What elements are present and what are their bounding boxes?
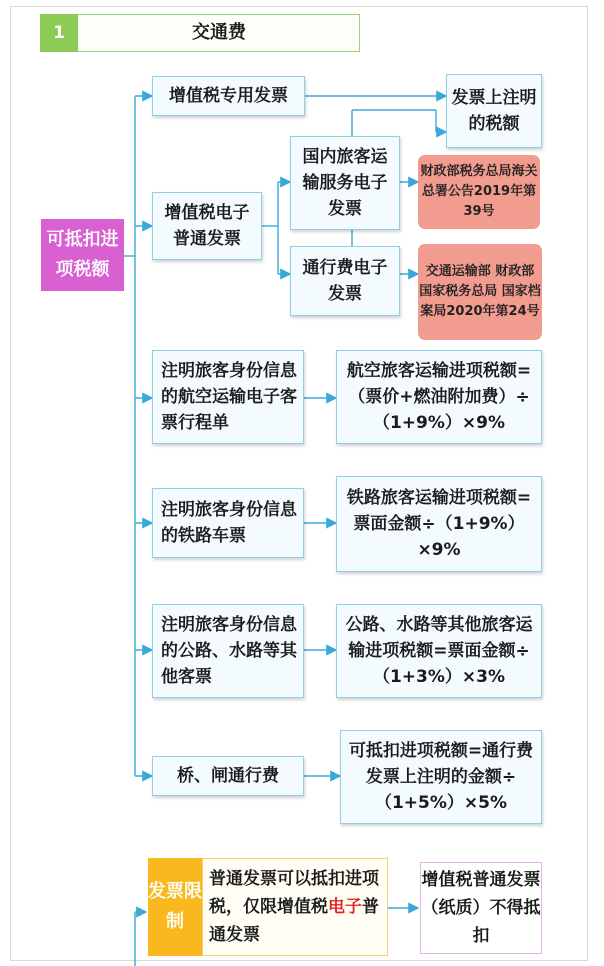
road-ticket-node: 注明旅客身份信息的公路、水路等其他客票	[152, 604, 304, 698]
section-number: 1	[40, 14, 78, 52]
rail-ticket-node: 注明旅客身份信息的铁路车票	[152, 488, 304, 558]
section-title: 交通费	[192, 22, 246, 43]
special-vat-invoice-node: 增值税专用发票	[152, 76, 305, 116]
toll-einvoice-node: 通行费电子发票	[290, 246, 400, 316]
domestic-passenger-einvoice-node: 国内旅客运输服务电子发票	[290, 136, 400, 230]
paper-invoice-note: 增值税普通发票（纸质）不得抵扣	[420, 862, 542, 954]
highlight-electronic: 电子	[328, 897, 362, 917]
air-formula-node: 航空旅客运输进项税额=（票价+燃油附加费）÷（1+9%）×9%	[336, 350, 542, 444]
bridge-toll-node: 桥、闸通行费	[152, 756, 304, 796]
tax-amount-note-node: 发票上注明的税额	[446, 74, 542, 148]
invoice-limit-text: 普通发票可以抵扣进项税，仅限增值税电子普通发票	[202, 858, 388, 956]
domestic-reference-note: 财政部税务总局海关总署公告2019年第39号	[418, 155, 540, 229]
air-ticket-node: 注明旅客身份信息的航空运输电子客票行程单	[152, 350, 304, 444]
e-vat-normal-invoice-node: 增值税电子普通发票	[152, 192, 262, 260]
road-formula-node: 公路、水路等其他旅客运输进项税额=票面金额÷（1+3%）×3%	[336, 604, 542, 698]
root-node: 可抵扣进项税额	[41, 219, 124, 291]
bridge-formula-node: 可抵扣进项税额=通行费发票上注明的金额÷（1+5%）×5%	[340, 730, 542, 824]
invoice-limit-tag: 发票限制	[148, 858, 202, 956]
toll-reference-note: 交通运输部 财政部 国家税务总局 国家档案局2020年第24号	[418, 244, 542, 340]
rail-formula-node: 铁路旅客运输进项税额=票面金额÷（1+9%）×9%	[336, 476, 542, 572]
